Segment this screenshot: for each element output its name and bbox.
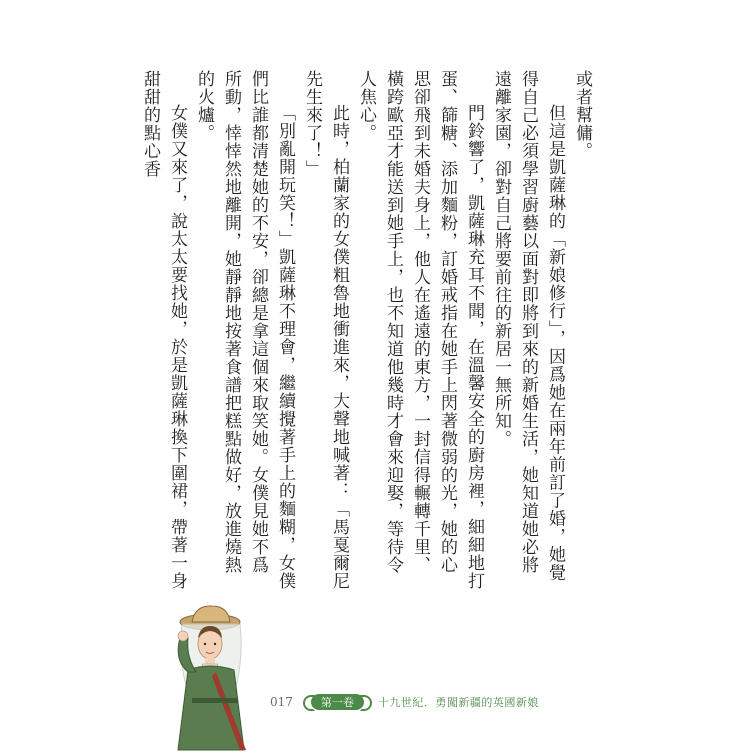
chapter-title: 十九世紀．勇闖新疆的英國新娘 bbox=[377, 696, 539, 709]
page-footer bbox=[270, 690, 590, 714]
volume-badge: 第一卷 bbox=[311, 694, 364, 710]
paragraph-2: 但這是凱薩琳的「新娘修行」，因爲她在兩年前訂了婚，她覺得自己必須學習廚藝以面對即將到來的新婚生活，她知道她必將遠離家園，卻對自己將要前往的新居一無所知。 bbox=[491, 70, 565, 582]
paragraph-4: 此時，柏蘭家的女僕粗魯地衝進來，大聲地喊著：「馬戛爾尼先生來了！」 bbox=[302, 70, 349, 590]
vertical-body-text bbox=[140, 70, 595, 590]
woman-with-veil-hat-icon bbox=[160, 600, 270, 750]
woman-illustration bbox=[160, 600, 270, 750]
paragraph-6: 女僕又來了，說太太要找她，於是凱薩琳換下圍裙，帶著一身甜甜的點心香 bbox=[140, 70, 187, 590]
page-number: 017 bbox=[270, 695, 293, 709]
paragraph-3: 門鈴響了，凱薩琳充耳不聞，在溫馨安全的廚房裡，細細地打蛋、篩糖、添加麵粉，訂婚戒指在她手上閃著微弱的光，她的心思卻飛到未婚夫身上，他人在遙遠的東方，一封信得輾轉千里、橫跨歐亞才能送到她手上，也不知道他幾時才會來迎娶，等待令人焦心。 bbox=[356, 70, 484, 590]
paragraph-5: 「別亂開玩笑！」凱薩琳不理會，繼續攪著手上的麵糊，女僕們比誰都清楚她的不安，卻總是拿這個來取笑她。女僕見她不爲所動，悻悻然地離開，她靜靜地按著食譜把糕點做好，放進燒熱的火爐。 bbox=[194, 70, 295, 590]
paragraph-1: 或者幫傭。 bbox=[572, 70, 592, 160]
